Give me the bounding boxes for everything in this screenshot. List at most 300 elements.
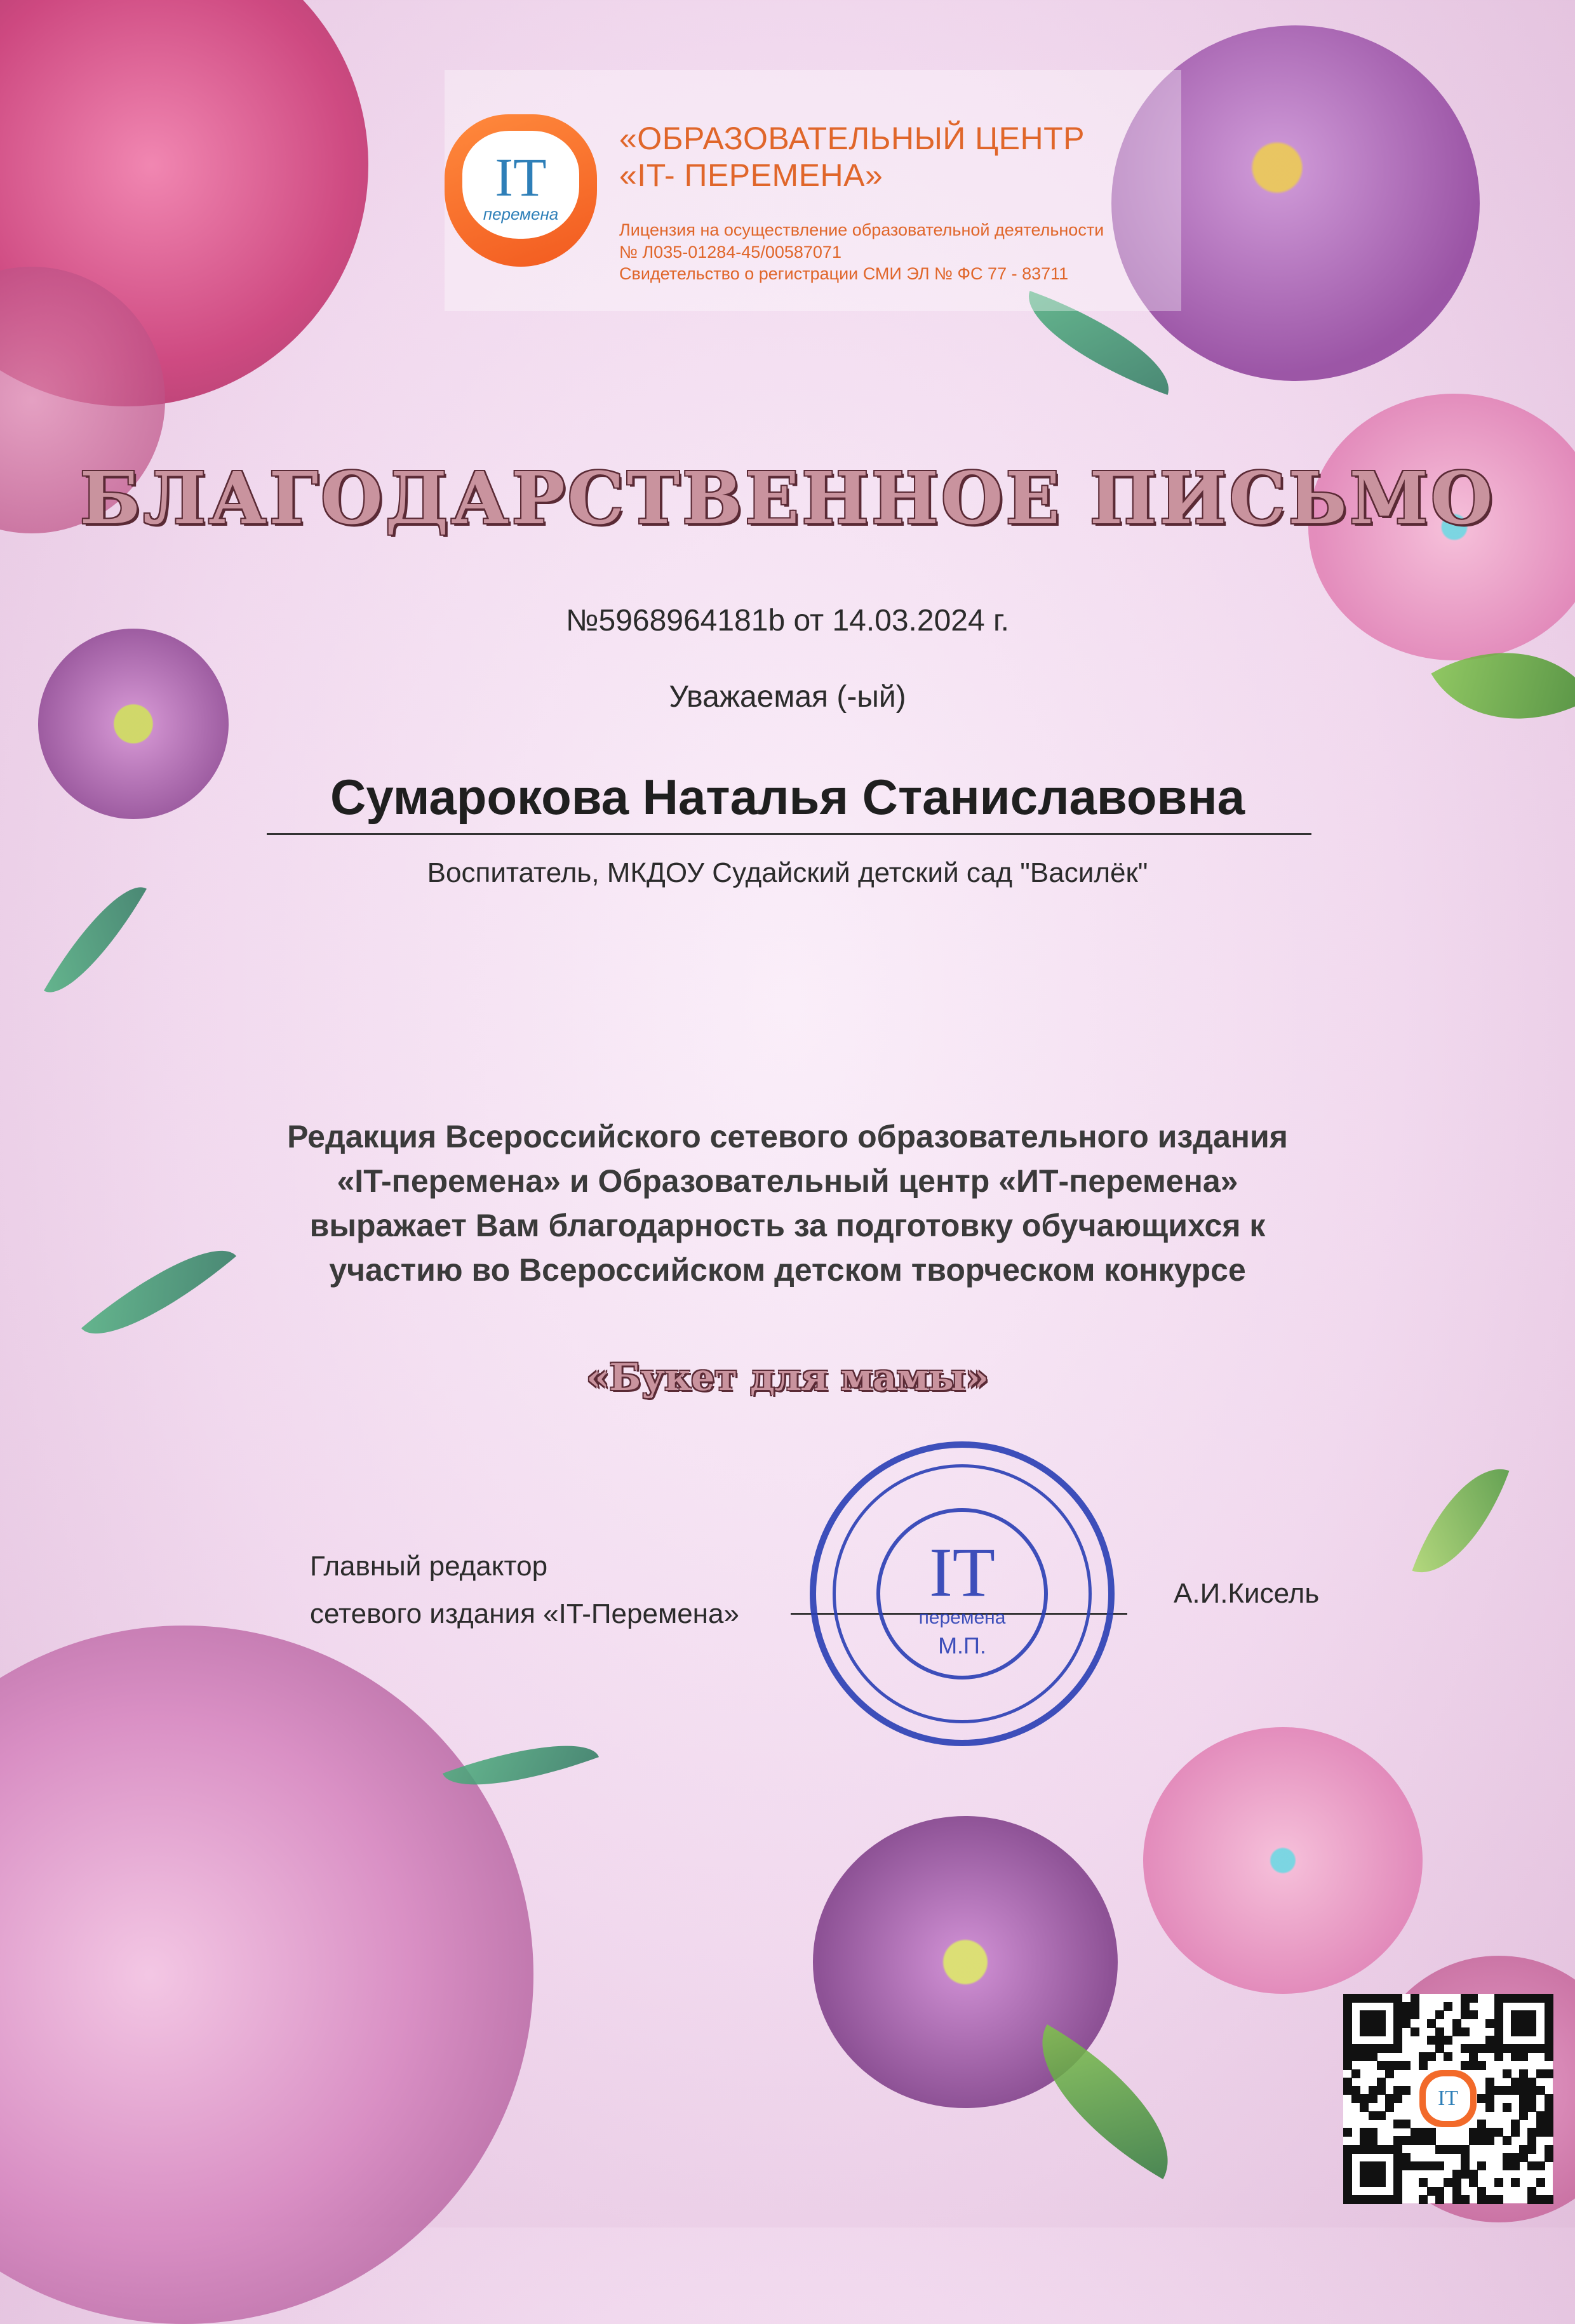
- qr-module: [1485, 2086, 1494, 2095]
- qr-module: [1527, 2145, 1536, 2154]
- qr-module: [1469, 1994, 1478, 2003]
- qr-module: [1393, 2195, 1402, 2204]
- qr-module: [1511, 2161, 1520, 2170]
- qr-module: [1494, 2178, 1503, 2187]
- qr-module: [1511, 1994, 1520, 2003]
- qr-module: [1485, 2128, 1494, 2137]
- qr-module: [1360, 2010, 1369, 2019]
- qr-module: [1343, 2145, 1352, 2154]
- recipient-name: Сумарокова Наталья Станиславовна: [330, 769, 1245, 825]
- qr-module: [1402, 2136, 1411, 2145]
- qr-module: [1369, 1994, 1377, 2003]
- qr-module: [1494, 2036, 1503, 2045]
- qr-module: [1511, 2086, 1520, 2095]
- qr-module: [1369, 2136, 1377, 2145]
- qr-module: [1477, 2161, 1486, 2170]
- qr-module: [1494, 2128, 1503, 2137]
- qr-module: [1393, 2086, 1402, 2095]
- gratitude-line: выражает Вам благодарность за подготовку обучающихся к: [309, 1208, 1266, 1243]
- qr-module: [1360, 2027, 1369, 2036]
- qr-module: [1519, 2153, 1528, 2162]
- qr-module: [1461, 2145, 1470, 2154]
- qr-module: [1545, 1994, 1553, 2003]
- qr-module: [1527, 2027, 1536, 2036]
- qr-module: [1477, 2061, 1486, 2070]
- qr-module: [1385, 2044, 1394, 2053]
- qr-module: [1411, 2136, 1419, 2145]
- qr-module: [1360, 2103, 1369, 2112]
- qr-module: [1461, 2027, 1470, 2036]
- qr-module: [1377, 2111, 1386, 2120]
- qr-module: [1360, 2136, 1369, 2145]
- leaf-decoration: [44, 870, 147, 1010]
- qr-module: [1444, 2002, 1452, 2011]
- qr-module: [1343, 2010, 1352, 2019]
- qr-module: [1545, 2002, 1553, 2011]
- logo-subtext: перемена: [483, 204, 559, 224]
- qr-module: [1511, 2027, 1520, 2036]
- editor-label-line: Главный редактор: [310, 1551, 548, 1582]
- qr-code[interactable]: [1343, 1994, 1553, 2203]
- qr-module: [1469, 2061, 1478, 2070]
- qr-module: [1369, 2086, 1377, 2095]
- qr-module: [1527, 2078, 1536, 2087]
- qr-module: [1452, 2027, 1461, 2036]
- qr-module: [1377, 2145, 1386, 2154]
- qr-module: [1469, 2044, 1478, 2053]
- qr-module: [1527, 1994, 1536, 2003]
- qr-module: [1435, 2145, 1444, 2154]
- qr-module: [1545, 2103, 1553, 2112]
- qr-module: [1360, 2128, 1369, 2137]
- qr-module: [1393, 2170, 1402, 2179]
- qr-module: [1527, 2136, 1536, 2145]
- qr-module: [1545, 2120, 1553, 2128]
- qr-module: [1469, 2128, 1478, 2137]
- qr-module: [1385, 1994, 1394, 2003]
- qr-module: [1419, 2061, 1428, 2070]
- qr-module: [1519, 2145, 1528, 2154]
- qr-module: [1435, 2027, 1444, 2036]
- qr-module: [1393, 2161, 1402, 2170]
- qr-module: [1377, 2078, 1386, 2087]
- qr-module: [1469, 2170, 1478, 2179]
- qr-module: [1377, 2010, 1386, 2019]
- qr-module: [1536, 2120, 1545, 2128]
- qr-module: [1369, 2010, 1377, 2019]
- qr-module: [1527, 2103, 1536, 2112]
- qr-module: [1427, 2052, 1436, 2061]
- qr-module: [1444, 2178, 1452, 2187]
- qr-module: [1485, 2195, 1494, 2204]
- qr-module: [1343, 2036, 1352, 2045]
- qr-module: [1411, 1994, 1419, 2003]
- qr-module: [1360, 2052, 1369, 2061]
- qr-module: [1485, 2103, 1494, 2112]
- qr-module: [1511, 2128, 1520, 2137]
- qr-module: [1461, 2153, 1470, 2162]
- official-stamp: [810, 1441, 1115, 1746]
- qr-module: [1435, 2010, 1444, 2019]
- qr-module: [1360, 2019, 1369, 2028]
- qr-module: [1503, 2103, 1511, 2112]
- qr-module: [1435, 2036, 1444, 2045]
- qr-module: [1461, 2161, 1470, 2170]
- qr-module: [1461, 2002, 1470, 2011]
- qr-module: [1461, 2010, 1470, 2019]
- qr-module: [1393, 2027, 1402, 2036]
- qr-module: [1385, 2103, 1394, 2112]
- qr-module: [1545, 2069, 1553, 2078]
- qr-module: [1435, 2161, 1444, 2170]
- qr-module: [1369, 2161, 1377, 2170]
- qr-module: [1419, 2178, 1428, 2187]
- qr-module: [1494, 1994, 1503, 2003]
- qr-module: [1485, 2036, 1494, 2045]
- qr-module: [1351, 1994, 1360, 2003]
- qr-module: [1519, 2111, 1528, 2120]
- qr-module: [1536, 2195, 1545, 2204]
- document-title: БЛАГОДАРСТВЕННОЕ ПИСЬМО: [79, 457, 1496, 540]
- qr-module: [1402, 2019, 1411, 2028]
- qr-module: [1469, 2178, 1478, 2187]
- qr-module: [1360, 2094, 1369, 2103]
- qr-module: [1519, 2019, 1528, 2028]
- qr-module: [1536, 2086, 1545, 2095]
- qr-module: [1343, 2170, 1352, 2179]
- qr-module: [1545, 2195, 1553, 2204]
- qr-module: [1369, 2052, 1377, 2061]
- org-title-line: «ОБРАЗОВАТЕЛЬНЫЙ ЦЕНТР: [619, 121, 1085, 156]
- qr-module: [1527, 2086, 1536, 2095]
- qr-module: [1369, 2195, 1377, 2204]
- qr-module: [1469, 2136, 1478, 2145]
- qr-module: [1360, 2170, 1369, 2179]
- qr-module: [1444, 2145, 1452, 2154]
- qr-module: [1511, 2153, 1520, 2162]
- qr-module: [1519, 2103, 1528, 2112]
- qr-module: [1377, 1994, 1386, 2003]
- qr-module: [1452, 2187, 1461, 2196]
- qr-module: [1427, 2161, 1436, 2170]
- qr-module: [1461, 1994, 1470, 2003]
- qr-module: [1536, 1994, 1545, 2003]
- qr-module: [1494, 2027, 1503, 2036]
- qr-module: [1444, 2036, 1452, 2045]
- qr-module: [1343, 2044, 1352, 2053]
- qr-module: [1494, 2195, 1503, 2204]
- qr-module: [1485, 2094, 1494, 2103]
- qr-module: [1494, 2044, 1503, 2053]
- qr-module: [1427, 2036, 1436, 2045]
- qr-module: [1461, 2195, 1470, 2204]
- qr-module: [1503, 2086, 1511, 2095]
- qr-module: [1527, 2128, 1536, 2137]
- qr-module: [1545, 2052, 1553, 2061]
- qr-module: [1360, 2145, 1369, 2154]
- qr-module: [1511, 2178, 1520, 2187]
- license-line: Лицензия на осуществление образовательной деятельности: [619, 220, 1104, 239]
- qr-module: [1402, 2120, 1411, 2128]
- qr-module: [1402, 2161, 1411, 2170]
- qr-module: [1377, 2061, 1386, 2070]
- qr-module: [1377, 2170, 1386, 2179]
- qr-module: [1393, 2010, 1402, 2019]
- qr-module: [1343, 2027, 1352, 2036]
- qr-module: [1369, 2044, 1377, 2053]
- qr-module: [1343, 2153, 1352, 2162]
- qr-module: [1511, 2019, 1520, 2028]
- qr-module: [1343, 2187, 1352, 2196]
- gratitude-line: участию во Всероссийском детском творческом конкурсе: [329, 1252, 1246, 1288]
- qr-module: [1351, 2069, 1360, 2078]
- contest-title: «Букет для мамы»: [586, 1356, 989, 1399]
- qr-module: [1536, 2178, 1545, 2187]
- qr-module: [1351, 2052, 1360, 2061]
- qr-module: [1360, 2161, 1369, 2170]
- qr-module: [1343, 2061, 1352, 2070]
- qr-module: [1411, 2128, 1419, 2137]
- qr-module: [1343, 2019, 1352, 2028]
- qr-module: [1503, 2153, 1511, 2162]
- registration-line: Свидетельство о регистрации СМИ ЭЛ № ФС 77 - 83711: [619, 264, 1069, 284]
- qr-module: [1511, 2120, 1520, 2128]
- qr-module: [1511, 2010, 1520, 2019]
- qr-module: [1511, 2078, 1520, 2087]
- qr-module: [1343, 2128, 1352, 2137]
- qr-module: [1377, 2086, 1386, 2095]
- qr-module: [1545, 2010, 1553, 2019]
- qr-module: [1461, 2044, 1470, 2053]
- qr-logo-text: IT: [1426, 2076, 1470, 2121]
- qr-module: [1494, 2052, 1503, 2061]
- qr-module: [1485, 2044, 1494, 2053]
- editor-label: [310, 1543, 739, 1638]
- qr-module: [1527, 2044, 1536, 2053]
- logo-text: IT: [495, 147, 547, 208]
- qr-module: [1503, 2044, 1511, 2053]
- qr-module: [1377, 2195, 1386, 2204]
- qr-module: [1477, 2187, 1486, 2196]
- qr-module: [1343, 2078, 1352, 2087]
- qr-module: [1377, 2178, 1386, 2187]
- qr-module: [1545, 2094, 1553, 2103]
- qr-module: [1385, 2069, 1394, 2078]
- qr-module: [1469, 2010, 1478, 2019]
- org-title: [619, 121, 1085, 194]
- qr-module: [1545, 2145, 1553, 2154]
- qr-module: [1527, 2161, 1536, 2170]
- qr-module: [1369, 2178, 1377, 2187]
- qr-module: [1351, 2086, 1360, 2095]
- qr-module: [1402, 2061, 1411, 2070]
- qr-module: [1360, 2044, 1369, 2053]
- qr-module: [1477, 2044, 1486, 2053]
- qr-module: [1452, 2178, 1461, 2187]
- qr-module: [1419, 2161, 1428, 2170]
- qr-module: [1411, 2002, 1419, 2011]
- qr-module: [1503, 2136, 1511, 2145]
- qr-module: [1536, 2128, 1545, 2137]
- qr-module: [1385, 2094, 1394, 2103]
- qr-module: [1452, 2195, 1461, 2204]
- qr-module: [1519, 1994, 1528, 2003]
- org-logo: [445, 114, 597, 267]
- qr-module: [1536, 2069, 1545, 2078]
- qr-module: [1494, 2010, 1503, 2019]
- qr-module: [1411, 2027, 1419, 2036]
- qr-module: [1385, 2145, 1394, 2154]
- gratitude-line: Редакция Всероссийского сетевого образовательного издания: [287, 1119, 1288, 1154]
- qr-module: [1393, 2044, 1402, 2053]
- qr-module: [1477, 2136, 1486, 2145]
- qr-module: [1545, 2027, 1553, 2036]
- qr-module: [1369, 2027, 1377, 2036]
- qr-module: [1369, 2111, 1377, 2120]
- qr-module: [1393, 2153, 1402, 2162]
- qr-module: [1461, 2061, 1470, 2070]
- qr-module: [1519, 2069, 1528, 2078]
- qr-module: [1461, 2170, 1470, 2179]
- qr-module: [1545, 2111, 1553, 2120]
- qr-module: [1402, 2086, 1411, 2095]
- qr-module: [1545, 2019, 1553, 2028]
- qr-module: [1385, 2195, 1394, 2204]
- qr-module: [1511, 2052, 1520, 2061]
- qr-module: [1545, 2036, 1553, 2045]
- leaf-decoration: [1412, 1452, 1510, 1591]
- qr-module: [1444, 2052, 1452, 2061]
- qr-module: [1545, 2153, 1553, 2162]
- qr-module: [1452, 2170, 1461, 2179]
- qr-module: [1369, 2128, 1377, 2137]
- qr-module: [1369, 2170, 1377, 2179]
- qr-module: [1427, 2187, 1436, 2196]
- qr-module: [1519, 2010, 1528, 2019]
- qr-module: [1527, 2195, 1536, 2204]
- qr-module: [1385, 2061, 1394, 2070]
- qr-module: [1343, 2002, 1352, 2011]
- license-number: № Л035-01284-45/00587071: [619, 242, 841, 262]
- qr-module: [1351, 2195, 1360, 2204]
- qr-module: [1393, 2061, 1402, 2070]
- qr-module: [1360, 1994, 1369, 2003]
- qr-module: [1377, 2044, 1386, 2053]
- qr-module: [1351, 2145, 1360, 2154]
- qr-module: [1477, 2120, 1486, 2128]
- qr-module: [1511, 2044, 1520, 2053]
- qr-module: [1519, 2094, 1528, 2103]
- qr-module: [1519, 2086, 1528, 2095]
- qr-module: [1519, 2078, 1528, 2087]
- org-title-line: «IT- ПЕРЕМЕНА»: [619, 157, 883, 193]
- qr-module: [1377, 2019, 1386, 2028]
- qr-module: [1503, 2069, 1511, 2078]
- qr-module: [1427, 2136, 1436, 2145]
- qr-module: [1427, 2128, 1436, 2137]
- qr-module: [1377, 2027, 1386, 2036]
- qr-module: [1402, 2010, 1411, 2019]
- qr-module: [1393, 2094, 1402, 2103]
- stamp-logo-text: IT: [929, 1533, 995, 1611]
- gratitude-text: [0, 1114, 1575, 1292]
- qr-module: [1536, 2044, 1545, 2053]
- qr-module: [1494, 2002, 1503, 2011]
- qr-module: [1536, 2111, 1545, 2120]
- gratitude-line: «IT-перемена» и Образовательный центр «ИТ-перемена»: [337, 1163, 1238, 1199]
- qr-module: [1485, 2136, 1494, 2145]
- qr-module: [1393, 2002, 1402, 2011]
- qr-module: [1343, 2052, 1352, 2061]
- qr-module: [1536, 2161, 1545, 2170]
- qr-module: [1343, 2086, 1352, 2095]
- qr-module: [1393, 2120, 1402, 2128]
- qr-module: [1527, 2019, 1536, 2028]
- salutation: Уважаемая (-ый): [669, 680, 906, 714]
- qr-module: [1469, 2052, 1478, 2061]
- peony-bottom-left-decoration: [0, 1626, 533, 2324]
- qr-module: [1494, 2086, 1503, 2095]
- qr-module: [1419, 2128, 1428, 2137]
- qr-module: [1411, 2161, 1419, 2170]
- qr-module: [1485, 2078, 1494, 2087]
- qr-module: [1343, 2178, 1352, 2187]
- qr-module: [1393, 2187, 1402, 2196]
- qr-module: [1477, 2094, 1486, 2103]
- qr-module: [1485, 2019, 1494, 2028]
- editor-label-line: сетевого издания «IT-Перемена»: [310, 1598, 739, 1629]
- qr-module: [1503, 2161, 1511, 2170]
- qr-module: [1377, 2161, 1386, 2170]
- qr-module: [1477, 2195, 1486, 2204]
- name-underline: [267, 833, 1311, 835]
- qr-module: [1545, 2128, 1553, 2137]
- qr-module: [1527, 2094, 1536, 2103]
- qr-module: [1452, 2019, 1461, 2028]
- qr-module: [1360, 2178, 1369, 2187]
- qr-module: [1527, 2010, 1536, 2019]
- editor-name: А.И.Кисель: [1174, 1578, 1320, 1609]
- qr-module: [1411, 2010, 1419, 2019]
- qr-module: [1545, 2044, 1553, 2053]
- qr-module: [1519, 2027, 1528, 2036]
- qr-module: [1519, 2044, 1528, 2053]
- document-number: №5968964181b от 14.03.2024 г.: [566, 604, 1009, 638]
- qr-module: [1527, 2187, 1536, 2196]
- qr-module: [1343, 2195, 1352, 2204]
- qr-module: [1452, 2145, 1461, 2154]
- qr-module: [1393, 2019, 1402, 2028]
- qr-module: [1427, 2019, 1436, 2028]
- qr-module: [1393, 2145, 1402, 2154]
- stamp-mp: М.П.: [938, 1633, 986, 1659]
- qr-module: [1419, 2195, 1428, 2204]
- qr-logo: [1419, 2070, 1477, 2127]
- qr-module: [1435, 2195, 1444, 2204]
- qr-module: [1343, 2161, 1352, 2170]
- qr-module: [1477, 2128, 1486, 2137]
- stamp-subtext: перемена: [918, 1607, 1006, 1628]
- pink-flower-bottom-right-decoration: [1143, 1727, 1423, 1994]
- qr-module: [1519, 2052, 1528, 2061]
- qr-module: [1435, 2187, 1444, 2196]
- qr-module: [1393, 2136, 1402, 2145]
- qr-module: [1503, 1994, 1511, 2003]
- qr-module: [1393, 1994, 1402, 2003]
- qr-module: [1393, 2178, 1402, 2187]
- qr-module: [1343, 1994, 1352, 2003]
- recipient-position: Воспитатель, МКДОУ Судайский детский сад "Василёк": [427, 857, 1148, 888]
